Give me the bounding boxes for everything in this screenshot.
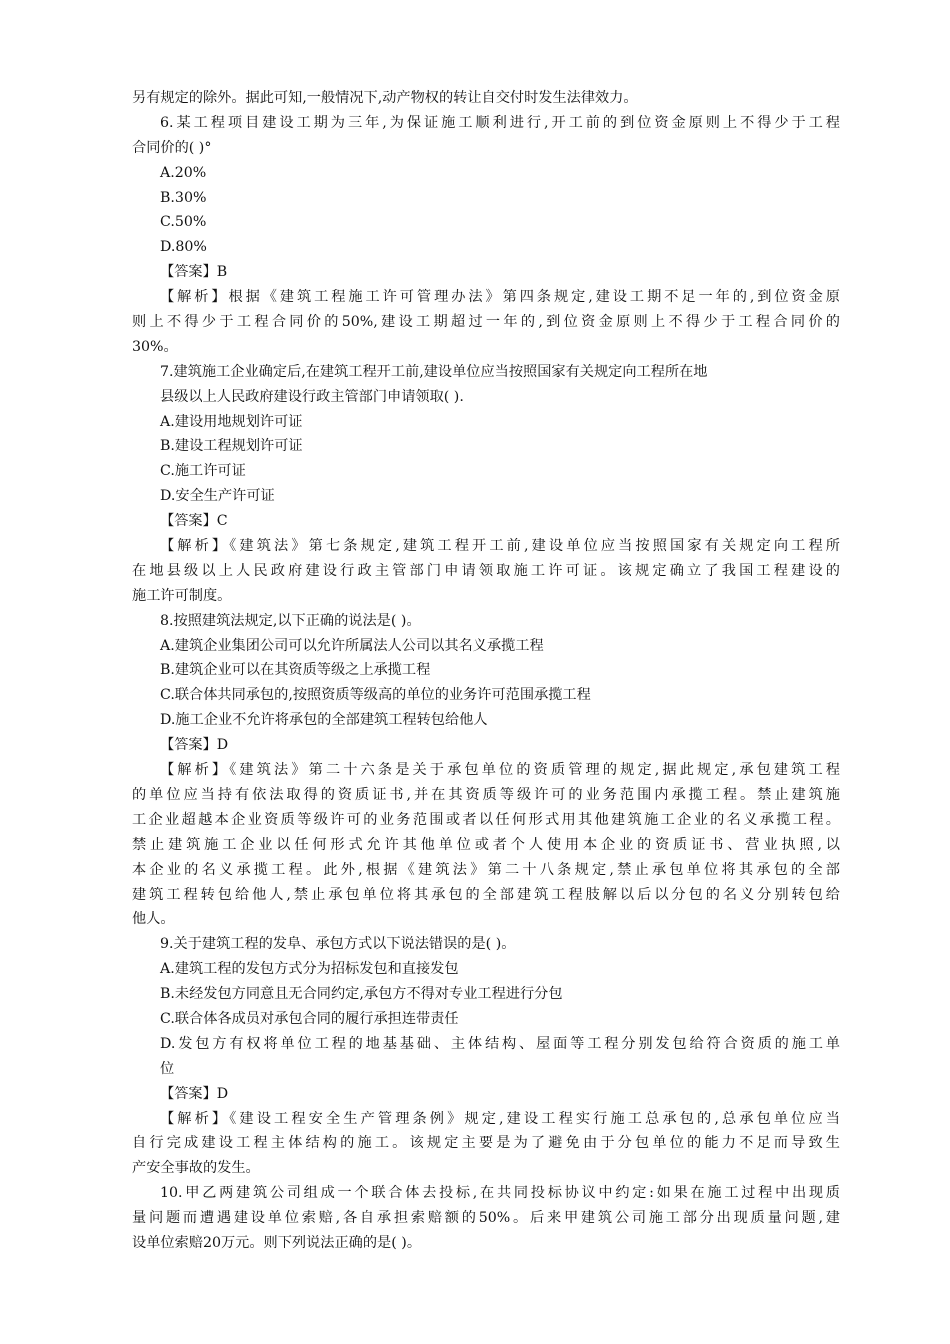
text-line: D.80%: [160, 239, 207, 256]
text-line: 10.甲乙两建筑公司组成一个联合体去投标,在共同投标协议中约定:如果在施工过程中出现质: [160, 1185, 840, 1202]
text-line: 【解析】《建筑法》第七条规定,建筑工程开工前,建设单位应当按照国家有关规定向工程所: [160, 538, 840, 555]
text-line: 的单位应当持有依法取得的资质证书,并在其资质等级许可的业务范围内承揽工程。禁止建筑施: [132, 786, 840, 803]
text-line: 禁止建筑施工企业以任何形式允许其他单位或者个人使用本企业的资质证书、营业执照,以: [132, 836, 840, 853]
text-line: 6.某工程项目建设工期为三年,为保证施工顺利进行,开工前的到位资金原则上不得少于工程: [160, 114, 840, 131]
text-line: 产安全事故的发生。: [132, 1160, 260, 1177]
text-line: 【解析】《建筑法》第二十六条是关于承包单位的资质管理的规定,据此规定,承包建筑工程: [160, 762, 840, 779]
text-line: C.联合体各成员对承包合同的履行承担连带责任: [160, 1010, 459, 1027]
text-line: A.20%: [160, 164, 207, 181]
text-line: 自行完成建设工程主体结构的施工。该规定主要是为了避免由于分包单位的能力不足而导致生: [132, 1135, 840, 1152]
text-line: 位: [160, 1060, 175, 1077]
text-line: B.30%: [160, 189, 207, 206]
text-line: 工企业超越本企业资质等级许可的业务范围或者以任何形式用其他建筑施工企业的名义承揽工程。: [132, 811, 840, 828]
text-line: 本企业的名义承揽工程。此外,根据《建筑法》第二十八条规定,禁止承包单位将其承包的全部: [132, 861, 840, 878]
text-line: 在地县级以上人民政府建设行政主管部门申请领取施工许可证。该规定确立了我国工程建设的: [132, 562, 840, 579]
text-line: B.建设工程规划许可证: [160, 438, 303, 455]
text-line: 施工许可制度。: [132, 587, 232, 604]
text-line: B.建筑企业可以在其资质等级之上承揽工程: [160, 662, 431, 679]
text-line: 【答案】D: [160, 737, 229, 754]
document-page: [132, 86, 840, 1256]
text-line: 【解析】根据《建筑工程施工许可管理办法》第四条规定,建设工期不足一年的,到位资金原: [160, 289, 840, 306]
text-line: 【答案】C: [160, 513, 228, 530]
text-line: 则上不得少于工程合同价的50%,建设工期超过一年的,到位资金原则上不得少于工程合同价的: [132, 314, 840, 331]
text-line: A.建设用地规划许可证: [160, 413, 303, 430]
text-line: 县级以上人民政府建设行政主管部门申请领取( ).: [160, 388, 464, 405]
text-line: 量问题而遭遇建设单位索赔,各自承担索赔额的50%。后来甲建筑公司施工部分出现质量问题,建: [132, 1210, 840, 1227]
text-line: 8.按照建筑法规定,以下正确的说法是( )。: [160, 612, 421, 629]
text-line: 他人。: [132, 911, 175, 928]
text-line: 另有规定的除外。据此可知,一般情况下,动产物权的转让自交付时发生法律效力。: [132, 90, 638, 106]
text-line: 【答案】B: [160, 264, 228, 281]
text-line: 合同价的( )°: [132, 139, 212, 156]
text-line: 7.建筑施工企业确定后,在建筑工程开工前,建设单位应当按照国家有关规定向工程所在地: [160, 363, 708, 380]
text-line: 30%。: [132, 338, 178, 355]
text-line: 9.关于建筑工程的发阜、承包方式以下说法错误的是( )。: [160, 936, 516, 953]
text-line: 设单位索赔20万元。则下列说法正确的是( )。: [132, 1234, 422, 1251]
text-line: 建筑工程转包给他人,禁止承包单位将其承包的全部建筑工程肢解以后以分包的名义分别转包给: [132, 886, 840, 903]
text-line: C.施工许可证: [160, 463, 246, 480]
text-line: 【答案】D: [160, 1085, 229, 1102]
text-line: B.未经发包方同意且无合同约定,承包方不得对专业工程进行分包: [160, 986, 563, 1003]
text-line: D.安全生产许可证: [160, 488, 275, 505]
text-line: C.联合体共同承包的,按照资质等级高的单位的业务许可范围承揽工程: [160, 687, 591, 704]
text-line: C.50%: [160, 214, 207, 231]
text-line: 【解析】《建设工程安全生产管理条例》规定,建设工程实行施工总承包的,总承包单位应当: [160, 1110, 840, 1127]
text-line: A.建筑企业集团公司可以允许所属法人公司以其名义承揽工程: [160, 637, 544, 654]
text-line: D.发包方有权将单位工程的地基基础、主体结构、屋面等工程分别发包给符合资质的施工单: [160, 1035, 840, 1052]
text-line: D.施工企业不允许将承包的全部建筑工程转包给他人: [160, 712, 488, 729]
text-line: A.建筑工程的发包方式分为招标发包和直接发包: [160, 961, 459, 978]
